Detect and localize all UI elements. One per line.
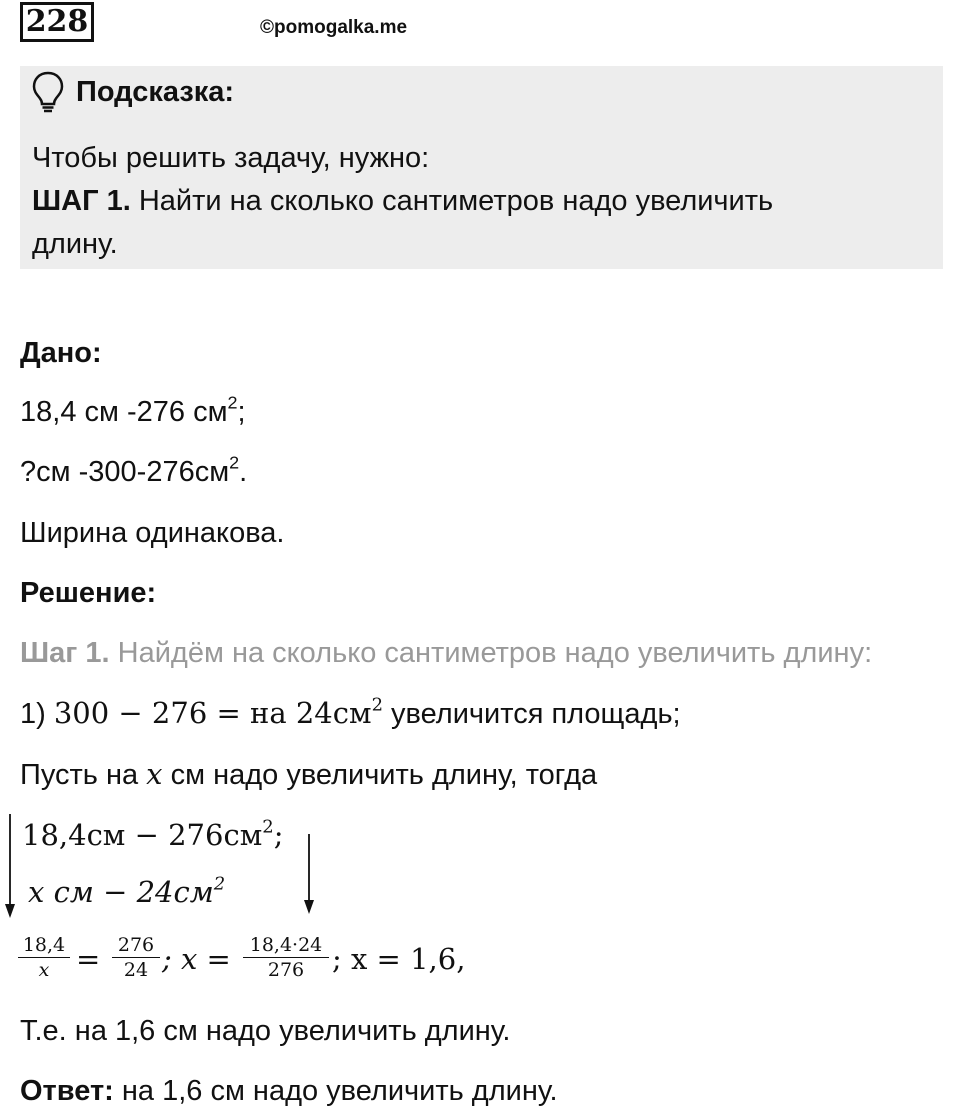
- calc-exp: 2: [371, 694, 383, 716]
- fraction-1-numerator: 18,4: [22, 934, 66, 956]
- let-variable: x: [146, 757, 163, 791]
- fraction-3: [243, 933, 329, 982]
- hint-step-text: Найти на сколько сантиметров надо увеличить: [138, 185, 774, 217]
- proportion-line-1: [22, 818, 283, 852]
- answer-text: на 1,6 см надо увеличить длину.: [113, 1075, 558, 1107]
- proportion-line-2-exp: 2: [213, 873, 226, 895]
- solution-title: Решение:: [20, 577, 157, 609]
- fraction-2: [112, 933, 160, 982]
- given-line-2-end: .: [239, 456, 248, 488]
- fraction-3-numerator: 18,4·24: [249, 934, 323, 956]
- proportion-line-2-text: x см − 24см: [28, 875, 214, 909]
- calc-suffix: увеличится площадь;: [383, 698, 681, 730]
- equals-sign: =: [76, 942, 101, 976]
- given-title: Дано:: [20, 337, 102, 369]
- proportion-line-1-text: 18,4см − 276см: [22, 818, 263, 852]
- task-number: 228: [20, 2, 94, 42]
- fraction-2-numerator: 276: [117, 934, 155, 956]
- hint-step-text-cont: длину.: [32, 228, 118, 260]
- conclusion: Т.е. на 1,6 см надо увеличить длину.: [20, 1015, 511, 1047]
- given-line-3: Ширина одинакова.: [20, 517, 285, 549]
- let-part-2: см надо увеличить длину, тогда: [162, 759, 598, 791]
- given-line-1-exp: 2: [227, 392, 238, 413]
- copyright-text: ©pomogalka.me: [260, 17, 408, 38]
- given-line-2-exp: 2: [229, 452, 240, 473]
- calc-prefix: 1): [20, 698, 54, 730]
- left-arrow: [2, 810, 22, 920]
- let-part-1: Пусть на: [20, 759, 147, 791]
- given-line-1-text: 18,4 см -276 см: [20, 396, 228, 428]
- fraction-3-denominator: 276: [243, 957, 329, 982]
- hint-intro: Чтобы решить задачу, нужно:: [32, 142, 430, 174]
- answer-label: Ответ:: [20, 1075, 114, 1107]
- hint-step: [32, 185, 773, 218]
- given-line-1: [20, 392, 246, 429]
- given-line-1-end: ;: [237, 396, 246, 428]
- hint-step-label: ШАГ 1.: [32, 185, 131, 217]
- proportion-line-2: [28, 875, 225, 909]
- answer-line: [20, 1075, 558, 1108]
- given-line-2: [20, 452, 248, 489]
- fraction-1: [18, 933, 70, 982]
- x-equals-1: ; x =: [162, 942, 231, 976]
- solution-step-text: Найдём на сколько сантиметров надо увеличить длину:: [117, 637, 873, 669]
- solution-step: [20, 637, 872, 670]
- hint-title: Подсказка:: [76, 76, 235, 108]
- solution-step-label: Шаг 1.: [20, 637, 110, 669]
- proportion-line-1-exp: 2: [262, 816, 274, 838]
- fraction-2-denominator: 24: [112, 957, 160, 982]
- let-line: [20, 757, 597, 792]
- calc-line: [20, 696, 681, 731]
- right-arrow: [299, 832, 319, 917]
- given-line-2-text: ?см -300-276см: [20, 456, 230, 488]
- lightbulb-icon: [30, 70, 66, 114]
- calc-formula: 300 − 276 = на 24см: [53, 696, 372, 730]
- proportion-line-1-end: ;: [273, 818, 284, 852]
- fraction-1-denominator: x: [18, 957, 70, 982]
- x-equals-2: ; x = 1,6,: [332, 942, 466, 976]
